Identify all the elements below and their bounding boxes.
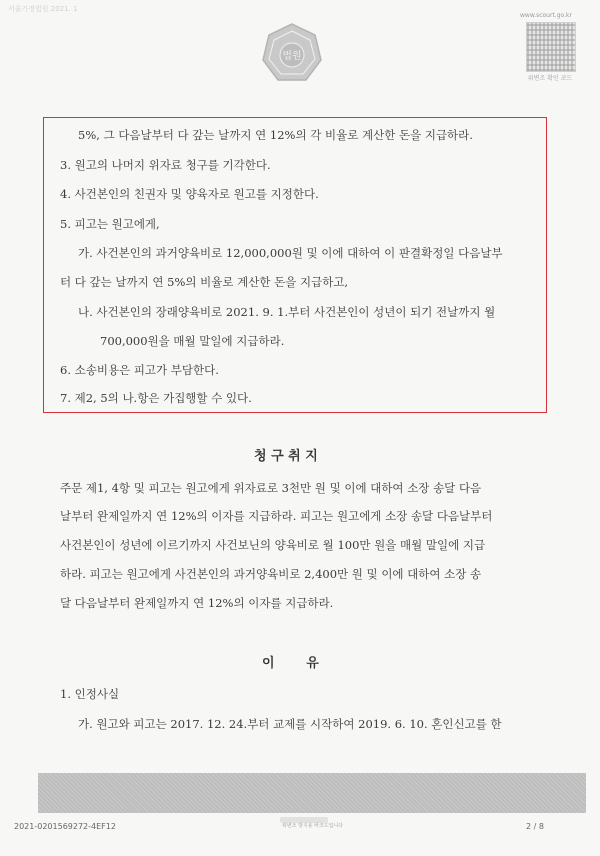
claim-line: 하라. 피고는 원고에게 사건본인의 과거양육비로 2,400만 원 및 이에 대하여 소장 송: [60, 567, 482, 581]
order-line: 가. 사건본인의 과거양육비로 12,000,000원 및 이에 대하여 이 판결확정일 다음날부: [78, 246, 503, 260]
order-line: 7. 제2, 5의 나.항은 가집행할 수 있다.: [60, 391, 252, 405]
footer-note: 위변조 방지용 바코드입니다: [282, 823, 344, 829]
order-line: 700,000원을 매월 말일에 지급하라.: [100, 334, 285, 348]
claim-heading: 청 구 취 지: [254, 449, 318, 464]
claim-line: 달 다음날부터 완제일까지 연 12%의 이자를 지급하라.: [60, 596, 334, 610]
page-number: 2 / 8: [526, 822, 544, 831]
order-line: 4. 사건본인의 친권자 및 양육자로 원고를 지정한다.: [60, 187, 319, 201]
order-line: 나. 사건본인의 장래양육비로 2021. 9. 1.부터 사건본인이 성년이 되기 전날까지 월: [78, 305, 496, 319]
order-line: 5%, 그 다음날부터 다 갚는 날까지 연 12%의 각 비율로 계산한 돈을 지급하라.: [78, 128, 473, 142]
reasons-line: 가. 원고와 피고는 2017. 12. 24.부터 교제를 시작하여 2019. 6. 10. 혼인신고를 한: [78, 717, 502, 731]
qr-caption: 위변조 확인 코드: [527, 75, 573, 82]
section-title: 1. 인정사실: [60, 687, 120, 701]
claim-line: 날부터 완제일까지 연 12%의 이자를 지급하라. 피고는 원고에게 소장 송달 다음날부터: [60, 509, 493, 523]
document-id: 2021-0201569272-4EF12: [14, 822, 116, 831]
verification-qr-code: [526, 22, 576, 72]
claim-line: 사건본인이 성년에 이르기까지 사건보닌의 양육비로 월 100만 원을 매월 말일에 지급: [60, 538, 486, 552]
order-line: 3. 원고의 나머지 위자료 청구를 기각한다.: [60, 158, 271, 172]
claim-line: 주문 제1, 4항 및 피고는 원고에게 위자료로 3천만 원 및 이에 대하여 소장 송달 다음: [60, 481, 482, 495]
header-faint-text: 서울가정법원 2021. 1: [8, 5, 78, 13]
order-line: 5. 피고는 원고에게,: [60, 217, 160, 231]
reasons-heading: 이 유: [262, 656, 319, 671]
qr-url: www.scourt.go.kr: [520, 12, 572, 19]
order-line: 6. 소송비용은 피고가 부담한다.: [60, 363, 219, 377]
anti-forgery-barcode: [38, 773, 586, 813]
order-line: 터 다 갚는 날까지 연 5%의 비율로 계산한 돈을 지급하고,: [60, 275, 349, 289]
seal-text: 법원: [282, 51, 302, 62]
court-seal: [261, 22, 323, 84]
